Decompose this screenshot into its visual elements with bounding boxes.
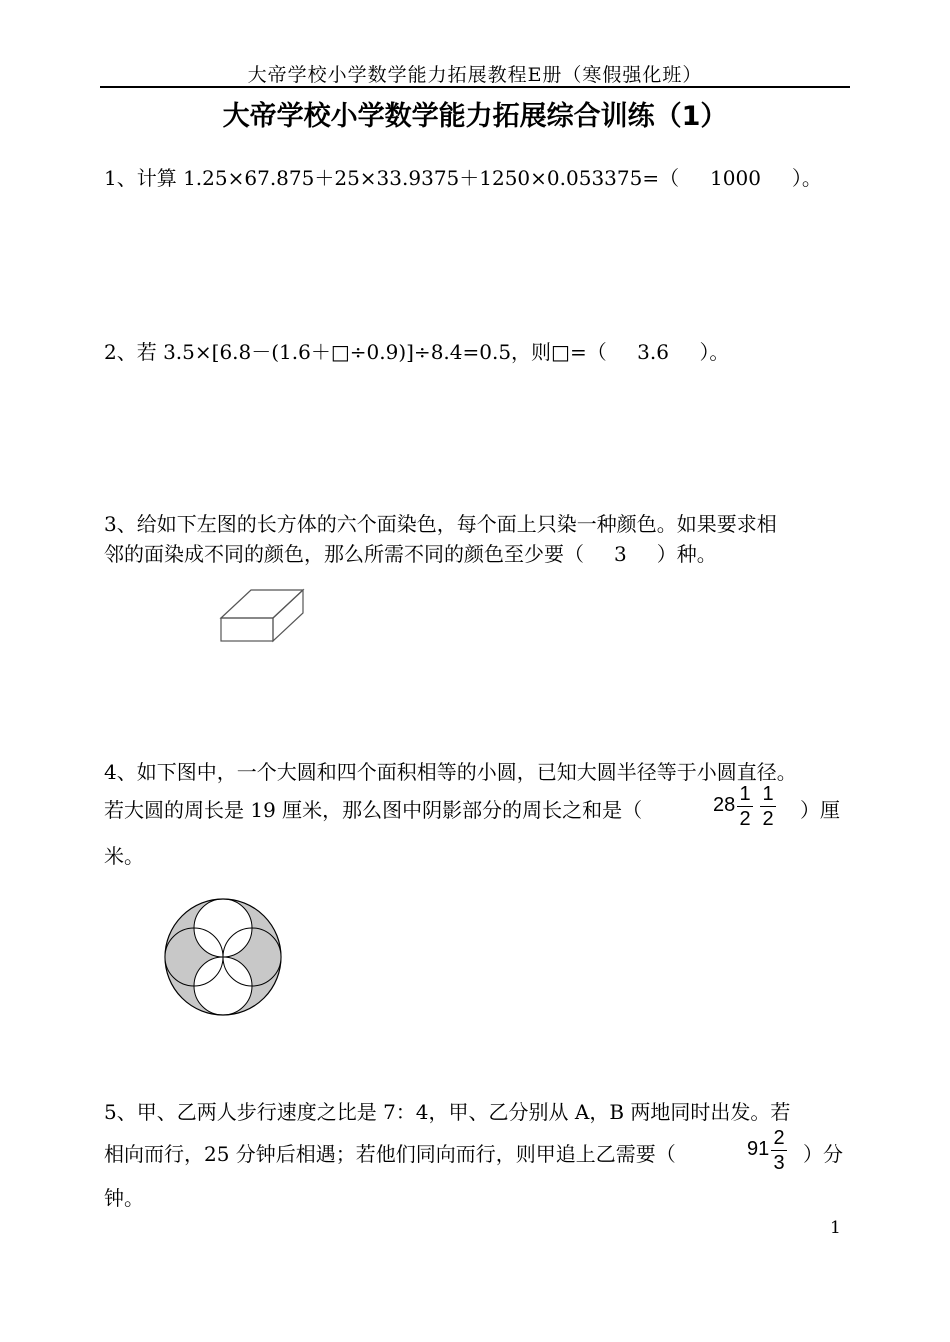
q3-answer: 3 xyxy=(613,542,627,566)
question-3-line-2 xyxy=(104,538,717,567)
q4-frac1-numerator: 1 xyxy=(739,783,751,805)
question-1 xyxy=(104,162,822,191)
cuboid-figure xyxy=(215,585,310,647)
q5-text: 相向而行，25 分钟后相遇；若他们同向而行，则甲追上乙需要（ xyxy=(104,1142,676,1166)
q3-text: 邻的面染成不同的颜色，那么所需不同的颜色至少要（ xyxy=(104,542,584,566)
question-4-line-3: 米。 xyxy=(104,844,144,868)
cuboid-side-face xyxy=(273,590,303,641)
page-header: 大帝学校小学数学能力拓展教程E册（寒假强化班） xyxy=(247,64,703,86)
cuboid-top-face xyxy=(221,590,303,618)
q1-text: 1、计算 1.25×67.875＋25×33.9375＋1250×0.053375=（ xyxy=(104,166,680,190)
question-4-line-2 xyxy=(104,794,642,823)
question-3-line-1: 3、给如下左图的长方体的六个面染色，每个面上只染一种颜色。如果要求相 xyxy=(104,512,777,536)
q4-text: 若大圆的周长是 19 厘米，那么图中阴影部分的周长之和是（ xyxy=(104,798,643,822)
question-2 xyxy=(104,336,729,365)
q5-answer-fraction xyxy=(771,1126,787,1175)
q5-frac-denominator: 3 xyxy=(773,1152,785,1174)
page-number: 1 xyxy=(830,1218,841,1238)
q4-frac2-denominator: 2 xyxy=(762,808,774,830)
question-4-line-1: 4、如下图中，一个大圆和四个面积相等的小圆，已知大圆半径等于小圆直径。 xyxy=(104,760,797,784)
worksheet-title: 大帝学校小学数学能力拓展综合训练（1） xyxy=(222,101,728,132)
q5-answer-whole: 91 xyxy=(747,1138,770,1160)
q1-answer: 1000 xyxy=(710,166,761,190)
q4-answer-fraction-1 xyxy=(737,782,753,831)
question-5-line-3: 钟。 xyxy=(104,1186,144,1210)
q2-text-end: ）。 xyxy=(699,340,730,364)
q4-answer-fraction-2 xyxy=(760,782,776,831)
q5-text-end: ）分 xyxy=(803,1142,843,1166)
q2-answer: 3.6 xyxy=(637,340,669,364)
q1-text-end: ）。 xyxy=(791,166,822,190)
q4-frac2-numerator: 1 xyxy=(762,783,774,805)
header-rule xyxy=(100,86,850,88)
q4-text-end: ）厘 xyxy=(800,798,840,822)
q4-frac1-denominator: 2 xyxy=(739,808,751,830)
q5-frac-numerator: 2 xyxy=(773,1127,785,1149)
question-5-line-2 xyxy=(104,1138,676,1167)
question-5-line-1: 5、甲、乙两人步行速度之比是 7：4，甲、乙分别从 A，B 两地同时出发。若 xyxy=(104,1100,791,1124)
q2-text: 2、若 3.5×[6.8－(1.6＋□÷0.9)]÷8.4=0.5，则□=（ xyxy=(104,340,607,364)
circles-figure xyxy=(158,892,288,1022)
q3-text-end: ）种。 xyxy=(656,542,717,566)
q4-answer-whole: 28 xyxy=(713,794,736,816)
cuboid-front-face xyxy=(221,618,273,641)
